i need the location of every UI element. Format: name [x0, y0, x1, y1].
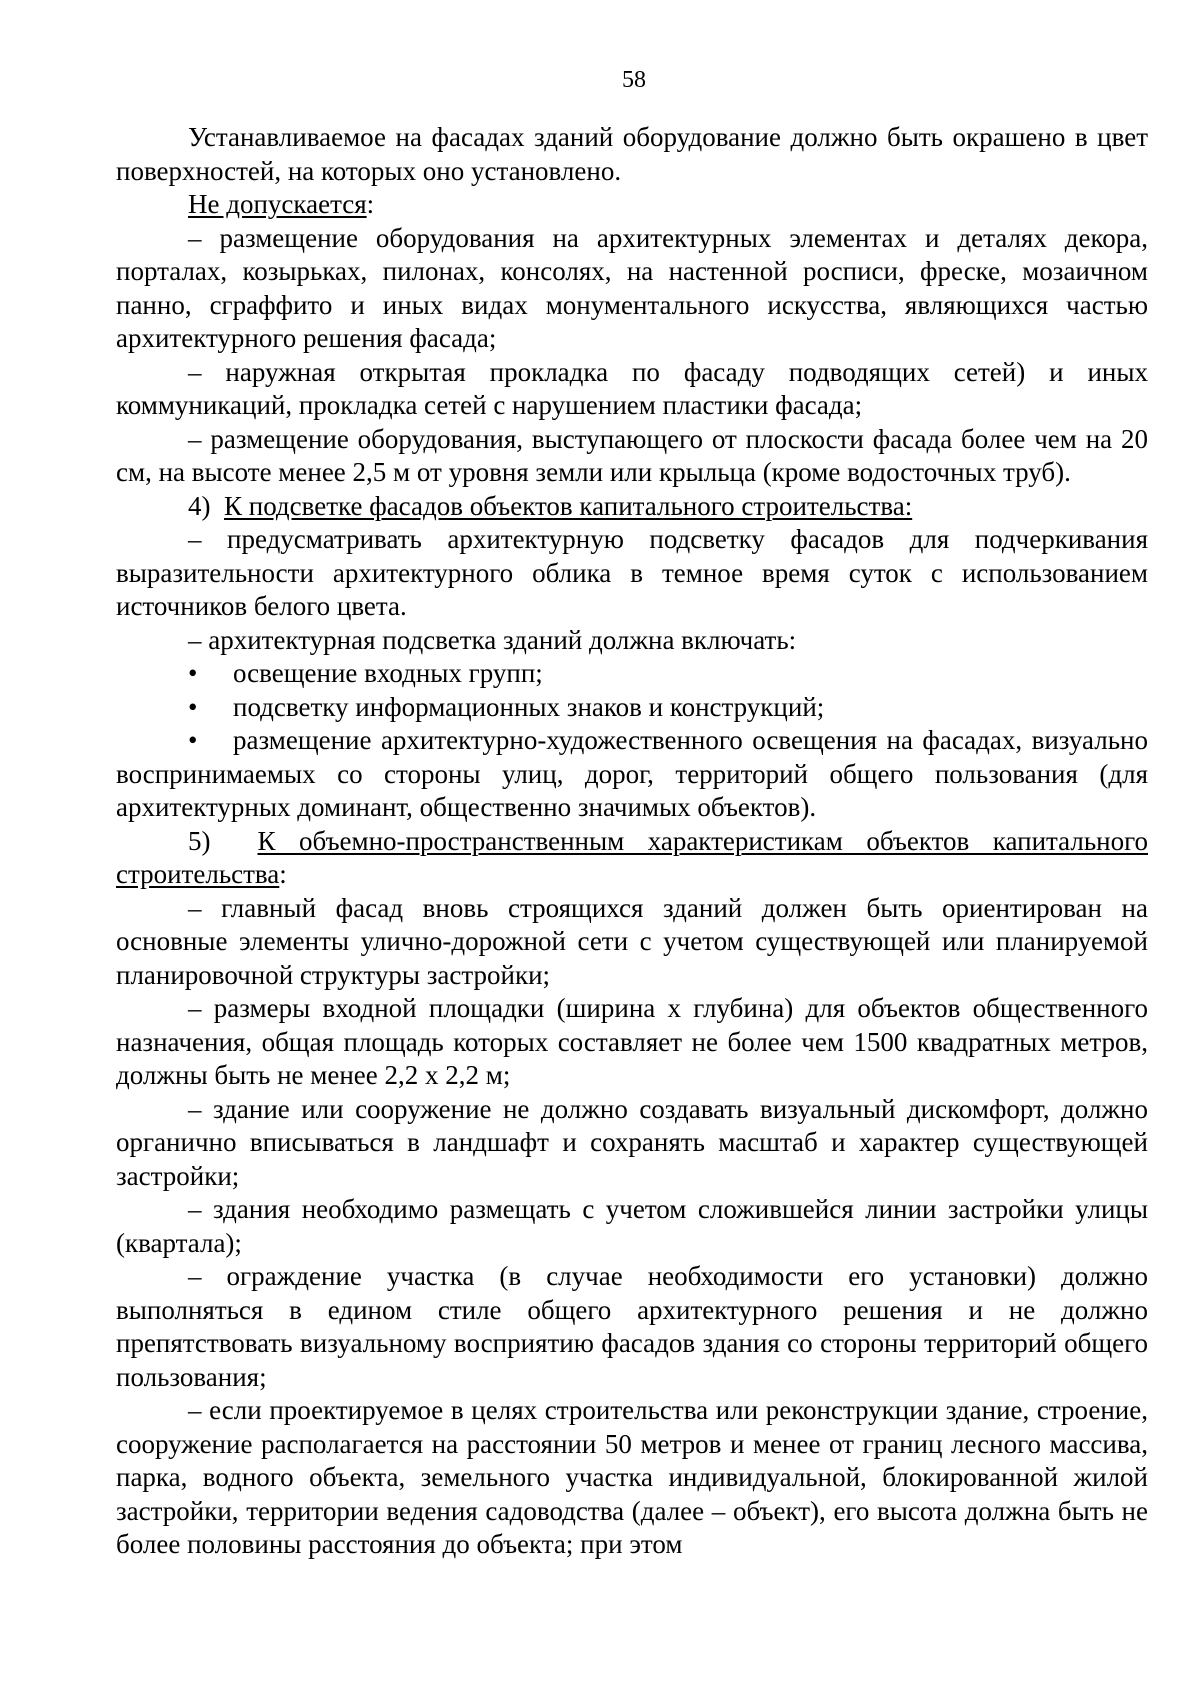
list-item-text: подсветку информационных знаков и конструкций; [233, 691, 825, 722]
paragraph-equipment-placement: – размещение оборудования на архитектурных элементах и деталях декора, порталах, козырьках, пилонах, консолях, на настенной росписи, фреске, мозаичном панно, сграффито и иных видах монументального искусства, являющихся частью архитектурного решения фасада; [116, 222, 1148, 353]
section-number-4: 4) [188, 490, 211, 521]
paragraph-lighting-includes: – архитектурная подсветка зданий должна включать: [188, 624, 797, 655]
not-allowed-label: Не допускается [188, 189, 367, 219]
document-body [116, 121, 1148, 1562]
bullet-icon: • [188, 658, 198, 688]
paragraph-equipment-color: Устанавливаемое на фасадах зданий оборудование должно быть окрашено в цвет поверхностей, на которых оно установлено. [116, 122, 1148, 186]
paragraph-not-allowed [116, 188, 1148, 222]
paragraph-building-line: – здания необходимо размещать с учетом сложившейся линии застройки улицы (квартала); [116, 1194, 1148, 1258]
bullet-icon: • [188, 725, 198, 755]
list-item [116, 724, 1148, 825]
paragraph-external-wiring: – наружная открытая прокладка по фасаду подводящих сетей) и иных коммуникаций, прокладка сетей с нарушением пластики фасада; [116, 356, 1148, 420]
paragraph-height-limit: – если проектируемое в целях строительства или реконструкции здание, строение, сооружение располагается на расстоянии 50 метров и менее от границ лесного массива, парка, водного объекта, земельного участка индивидуальной, блокированной жилой застройки, территории ведения садоводства (далее – объект), его высота должна быть не более половины расстояния до объекта; при этом [116, 1395, 1148, 1559]
section-title-lighting: К подсветке фасадов объектов капитального строительства: [224, 490, 913, 521]
section-title-colon: : [279, 859, 287, 889]
section-heading-lighting [116, 490, 1148, 524]
section-heading-volume [116, 825, 1148, 892]
list-item-text: размещение архитектурно-художественного освещения на фасадах, визуально воспринимаемых со стороны улиц, дорог, территорий общего пользования (для архитектурных доминант, общественно значимых объектов). [116, 725, 1148, 822]
bullet-icon: • [188, 691, 198, 722]
paragraph-projecting-equipment: – размещение оборудования, выступающего от плоскости фасада более чем на 20 см, на высоте менее 2,5 м от уровня земли или крыльца (кроме водосточных труб). [116, 423, 1148, 487]
paragraph-facade-lighting: – предусматривать архитектурную подсветку фасадов для подчеркивания выразительности архитектурного облика в темное время суток с использованием источников белого цвета. [116, 524, 1148, 621]
paragraph-visual-comfort: – здание или сооружение не должно создавать визуальный дискомфорт, должно органично вписываться в ландшафт и сохранять масштаб и характер существующей застройки; [116, 1093, 1148, 1191]
section-title-volume: К объемно-пространственным характеристикам объектов капитального строительства [116, 825, 1148, 889]
list-item [116, 657, 1148, 691]
not-allowed-colon: : [366, 189, 375, 219]
section-number-5: 5) [188, 825, 211, 856]
page-number: 58 [622, 67, 646, 93]
paragraph-fencing: – ограждение участка (в случае необходимости его установки) должно выполняться в едином стиле общего архитектурного решения и не должно препятствовать визуальному восприятию фасадов здания со стороны территорий общего пользования; [116, 1261, 1148, 1392]
paragraph-entrance-size: – размеры входной площадки (ширина x глубина) для объектов общественного назначения, общая площадь которых составляет не более чем 1500 квадратных метров, должны быть не менее 2,2 x 2,2 м; [116, 993, 1148, 1090]
list-item-text: освещение входных групп; [233, 658, 543, 688]
list-item [116, 691, 1148, 725]
paragraph-main-facade: – главный фасад вновь строящихся зданий должен быть ориентирован на основные элементы улично-дорожной сети с учетом существующей или планируемой планировочной структуры застройки; [116, 892, 1148, 990]
